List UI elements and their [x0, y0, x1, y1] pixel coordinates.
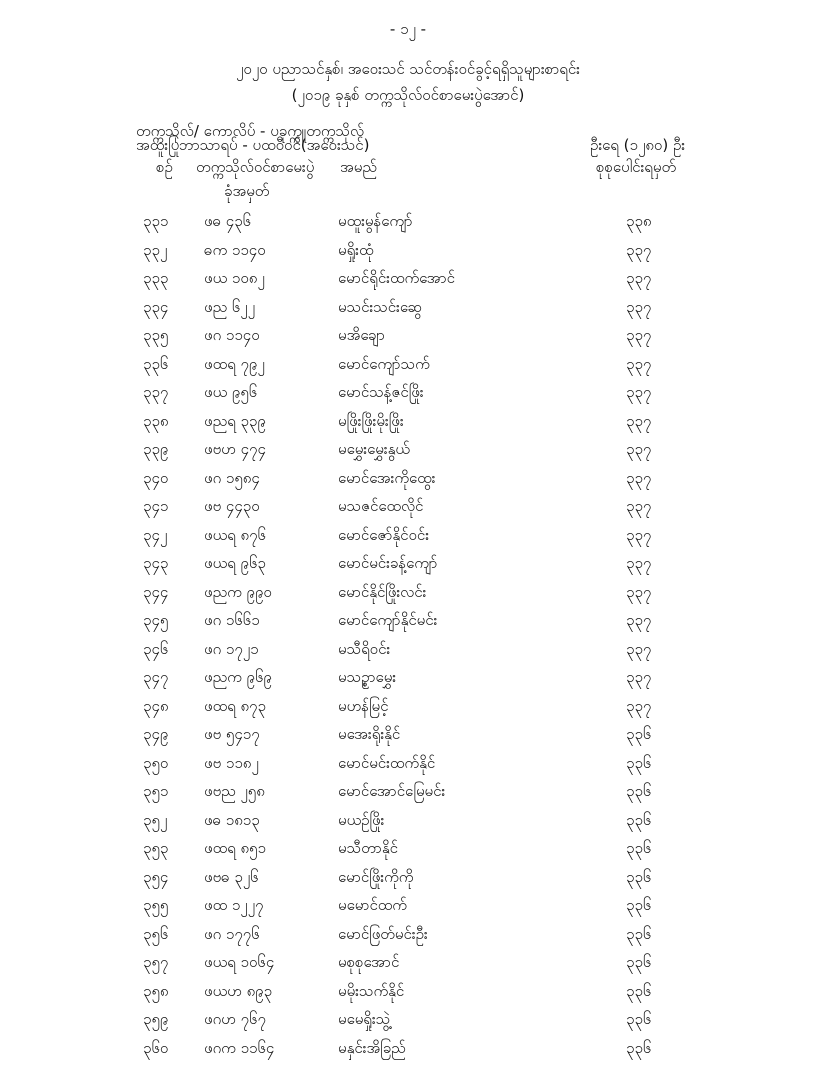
table-row	[0, 725, 816, 754]
table-row	[0, 782, 816, 811]
row-roll-number: ဖညက ၉၆၉	[204, 668, 272, 690]
table-row	[0, 269, 816, 298]
row-name: မောင်ကျော်နိုင်မင်း	[338, 611, 437, 633]
row-marks: ၃၃၇	[626, 326, 651, 348]
row-roll-number: ဖညက ၉၉၀	[204, 583, 272, 605]
row-roll-number: ဖဂဟ ၇၆၇	[204, 1010, 266, 1032]
row-roll-number: ဖဗ ၁၁၈၂	[204, 754, 259, 776]
table-row	[0, 469, 816, 498]
table-row	[0, 554, 816, 583]
table-row	[0, 925, 816, 954]
row-marks: ၃၃၇	[626, 554, 651, 576]
table-row	[0, 697, 816, 726]
row-marks: ၃၃၇	[626, 469, 651, 491]
row-roll-number: ဖထရ ၇၉၂	[204, 355, 265, 377]
row-serial: ၃၅၆	[143, 925, 168, 947]
row-roll-number: ဖဂ ၁၇၂၁	[204, 640, 259, 662]
row-marks: ၃၃၆	[626, 925, 651, 947]
row-marks: ၃၃၆	[626, 811, 651, 833]
row-marks: ၃၃၆	[626, 953, 651, 975]
row-marks: ၃၃၆	[626, 1039, 651, 1061]
row-serial: ၃၄၀	[143, 469, 168, 491]
row-serial: ၃၃၈	[143, 412, 168, 434]
row-name: မစုစုအောင်	[338, 953, 399, 975]
row-marks: ၃၃၇	[626, 355, 651, 377]
row-serial: ၃၅၁	[143, 782, 168, 804]
row-serial: ၃၅၉	[143, 1010, 168, 1032]
header-roll-line2: ခုံအမှတ်	[224, 182, 269, 204]
row-roll-number: ဖဗဟ ၄၇၄	[204, 440, 266, 462]
row-serial: ၃၃၆	[143, 355, 168, 377]
row-roll-number: ဖယ ၉၅၆	[204, 383, 257, 405]
row-name: မမောင်ထက်	[338, 896, 407, 918]
row-marks: ၃၃၇	[626, 640, 651, 662]
row-serial: ၃၅၅	[143, 896, 168, 918]
row-marks: ၃၃၇	[626, 440, 651, 462]
document-subtitle: (၂၀၁၉ ခုနှစ် တက္ကသိုလ်ဝင်စာမေးပွဲအောင်)	[0, 86, 816, 108]
row-name: မောင်မင်းခန့်ကျော်	[338, 554, 437, 576]
row-serial: ၃၄၄	[143, 583, 168, 605]
table-row	[0, 896, 816, 925]
row-serial: ၃၅၃	[143, 839, 168, 861]
row-marks: ၃၃၇	[626, 269, 651, 291]
table-row	[0, 811, 816, 840]
row-marks: ၃၃၇	[626, 668, 651, 690]
header-serial: စဉ်	[156, 158, 173, 180]
row-name: မနှင်းအိခြည်	[338, 1039, 406, 1061]
row-serial: ၃၄၃	[143, 554, 168, 576]
row-name: မသဉ္စာမွှေး	[338, 668, 396, 690]
row-name: မောင်အောင်မြေမင်း	[338, 782, 445, 804]
row-roll-number: ဖယ ၁၀၈၂	[204, 269, 265, 291]
row-serial: ၃၄၉	[143, 725, 168, 747]
row-name: မယဉ်ဖြိုး	[338, 811, 384, 833]
row-roll-number: ဖထရ ၈၇၃	[204, 697, 266, 719]
table-row	[0, 1010, 816, 1039]
row-marks: ၃၃၆	[626, 1010, 651, 1032]
row-marks: ၃၃၆	[626, 868, 651, 890]
row-name: မသီတာနိုင်	[338, 839, 398, 861]
row-marks: ၃၃၆	[626, 896, 651, 918]
row-serial: ၃၅၇	[143, 953, 168, 975]
row-roll-number: ဖဗည ၂၅၈	[204, 782, 265, 804]
row-roll-number: ဖထ ၁၂၂၇	[204, 896, 263, 918]
row-roll-number: ဖဓ ၄၃၆	[204, 212, 251, 234]
row-marks: ၃၃၇	[626, 526, 651, 548]
table-row	[0, 412, 816, 441]
page-number: - ၁၂ -	[0, 20, 816, 42]
row-roll-number: ဖယရ ၁၀၆၄	[204, 953, 274, 975]
document-title: ၂၀၂၀ ပညာသင်နှစ်၊ အဝေးသင် သင်တန်းဝင်ခွင့်ရရှိသူများစာရင်း	[0, 60, 816, 82]
row-name: မောင်မင်းထက်နိုင်	[338, 754, 435, 776]
row-marks: ၃၃၆	[626, 754, 651, 776]
row-roll-number: ဖဂက ၁၁၆၄	[204, 1039, 274, 1061]
row-name: မောင်ရိုင်းထက်အောင်	[338, 269, 455, 291]
row-serial: ၃၃၃	[143, 269, 168, 291]
row-serial: ၃၆၀	[143, 1039, 168, 1061]
row-name: မဖြိုးဖြိုးမိုးဖြိုး	[338, 412, 404, 434]
table-row	[0, 868, 816, 897]
row-serial: ၃၃၇	[143, 383, 168, 405]
row-roll-number: ဖယဟ ၈၉၃	[204, 982, 272, 1004]
row-roll-number: ဖည ၆၂၂	[204, 298, 255, 320]
table-row	[0, 298, 816, 327]
row-marks: ၃၃၇	[626, 497, 651, 519]
row-roll-number: ဖဂ ၁၅၈၄	[204, 469, 260, 491]
header-marks: စုစုပေါင်းရမှတ်	[596, 158, 676, 180]
row-roll-number: ဖယရ ၉၆၃	[204, 554, 266, 576]
table-row	[0, 839, 816, 868]
row-serial: ၃၄၂	[143, 526, 167, 548]
row-serial: ၃၃၅	[143, 326, 168, 348]
row-roll-number: ဖဂ ၁၆၆၁	[204, 611, 260, 633]
row-serial: ၃၄၇	[143, 668, 168, 690]
row-roll-number: ဖညရ ၃၃၉	[204, 412, 266, 434]
row-name: မောင်ဖြိုးကိုကို	[338, 868, 413, 890]
table-row	[0, 611, 816, 640]
table-row	[0, 668, 816, 697]
row-marks: ၃၃၇	[626, 241, 651, 263]
row-serial: ၃၄၅	[143, 611, 168, 633]
row-roll-number: ဖဗဓ ၃၂၆	[204, 868, 259, 890]
row-name: မောင်အေးကိုထွေး	[338, 469, 435, 491]
row-name: မထူးမွန်ကျော်	[338, 212, 413, 234]
row-serial: ၃၄၆	[143, 640, 168, 662]
header-roll-line1: တက္ကသိုလ်ဝင်စာမေးပွဲ	[196, 158, 314, 180]
row-roll-number: ဓက ၁၁၄၀	[204, 241, 266, 263]
row-roll-number: ဖဗ ၅၄၁၇	[204, 725, 260, 747]
row-marks: ၃၃၆	[626, 725, 651, 747]
table-row	[0, 497, 816, 526]
row-roll-number: ဖဂ ၁၇၇၆	[204, 925, 260, 947]
row-name: မအိချော	[338, 326, 385, 348]
row-marks: ၃၃၇	[626, 697, 651, 719]
table-row	[0, 440, 816, 469]
table-row	[0, 1039, 816, 1067]
row-name: မောင်ဖြတ်မင်းဦး	[338, 925, 428, 947]
header-name: အမည်	[340, 158, 377, 180]
row-serial: ၃၄၈	[143, 697, 168, 719]
row-serial: ၃၃၄	[143, 298, 168, 320]
row-marks: ၃၃၆	[626, 782, 651, 804]
row-roll-number: ဖထရ ၈၅၁	[204, 839, 266, 861]
row-roll-number: ဖယရ ၈၇၆	[204, 526, 266, 548]
row-serial: ၃၃၂	[143, 241, 167, 263]
row-name: မမွှေးမွှေးနွယ်	[338, 440, 410, 462]
table-row	[0, 640, 816, 669]
row-name: မအေးရိုးနိုင်	[338, 725, 400, 747]
row-name: မောင်ဇော်နိုင်ဝင်း	[338, 526, 429, 548]
table-row	[0, 526, 816, 555]
row-serial: ၃၄၁	[143, 497, 168, 519]
table-row	[0, 241, 816, 270]
row-name: မသီရိဝင်း	[338, 640, 390, 662]
table-row	[0, 355, 816, 384]
row-serial: ၃၃၁	[143, 212, 168, 234]
row-serial: ၃၅၈	[143, 982, 168, 1004]
row-name: မသင်းသင်းဆွေ	[338, 298, 422, 320]
row-roll-number: ဖဂ ၁၁၄၀	[204, 326, 260, 348]
row-marks: ၃၃၆	[626, 982, 651, 1004]
row-name: မမိုးသက်နိုင်	[338, 982, 404, 1004]
university-line: တက္ကသိုလ်/ ကောလိပ် - ပခုက္ကူတက္ကသိုလ်	[136, 122, 364, 144]
row-serial: ၃၅၄	[143, 868, 168, 890]
row-name: မောင်ကျော်သက်	[338, 355, 430, 377]
row-marks: ၃၃၇	[626, 583, 651, 605]
results-table	[0, 212, 816, 1067]
row-marks: ၃၃၆	[626, 839, 651, 861]
row-serial: ၃၅၀	[143, 754, 168, 776]
table-row	[0, 383, 816, 412]
row-roll-number: ဖဗ ၄၄၃၀	[204, 497, 260, 519]
row-marks: ၃၃၇	[626, 383, 651, 405]
major-subject-line: အထူးပြုဘာသာရပ် - ပထဝီဝင်(အဝေးသင်)	[136, 136, 369, 158]
row-name: မမေရှိုးသွဲ့	[338, 1010, 390, 1032]
row-name: မောင်နိုင်ဖြိုးလင်း	[338, 583, 426, 605]
table-row	[0, 953, 816, 982]
row-serial: ၃၃၉	[143, 440, 168, 462]
row-name: မရှိုးထုံ	[338, 241, 374, 263]
row-serial: ၃၅၂	[143, 811, 167, 833]
row-roll-number: ဖဓ ၁၈၁၃	[204, 811, 260, 833]
row-name: မဟန်မြင့်	[338, 697, 388, 719]
table-row	[0, 982, 816, 1011]
row-marks: ၃၃၇	[626, 298, 651, 320]
table-row	[0, 583, 816, 612]
total-count-line: ဦးရေ (၁၂၈၀) ဦး	[590, 136, 685, 158]
row-name: မောင်သန့်ဇင်ဖြိုး	[338, 383, 424, 405]
row-name: မသဇင်ထေလိုင်	[338, 497, 423, 519]
row-marks: ၃၃၇	[626, 412, 651, 434]
row-marks: ၃၃၈	[626, 212, 651, 234]
table-row	[0, 754, 816, 783]
row-marks: ၃၃၇	[626, 611, 651, 633]
table-row	[0, 326, 816, 355]
table-row	[0, 212, 816, 241]
